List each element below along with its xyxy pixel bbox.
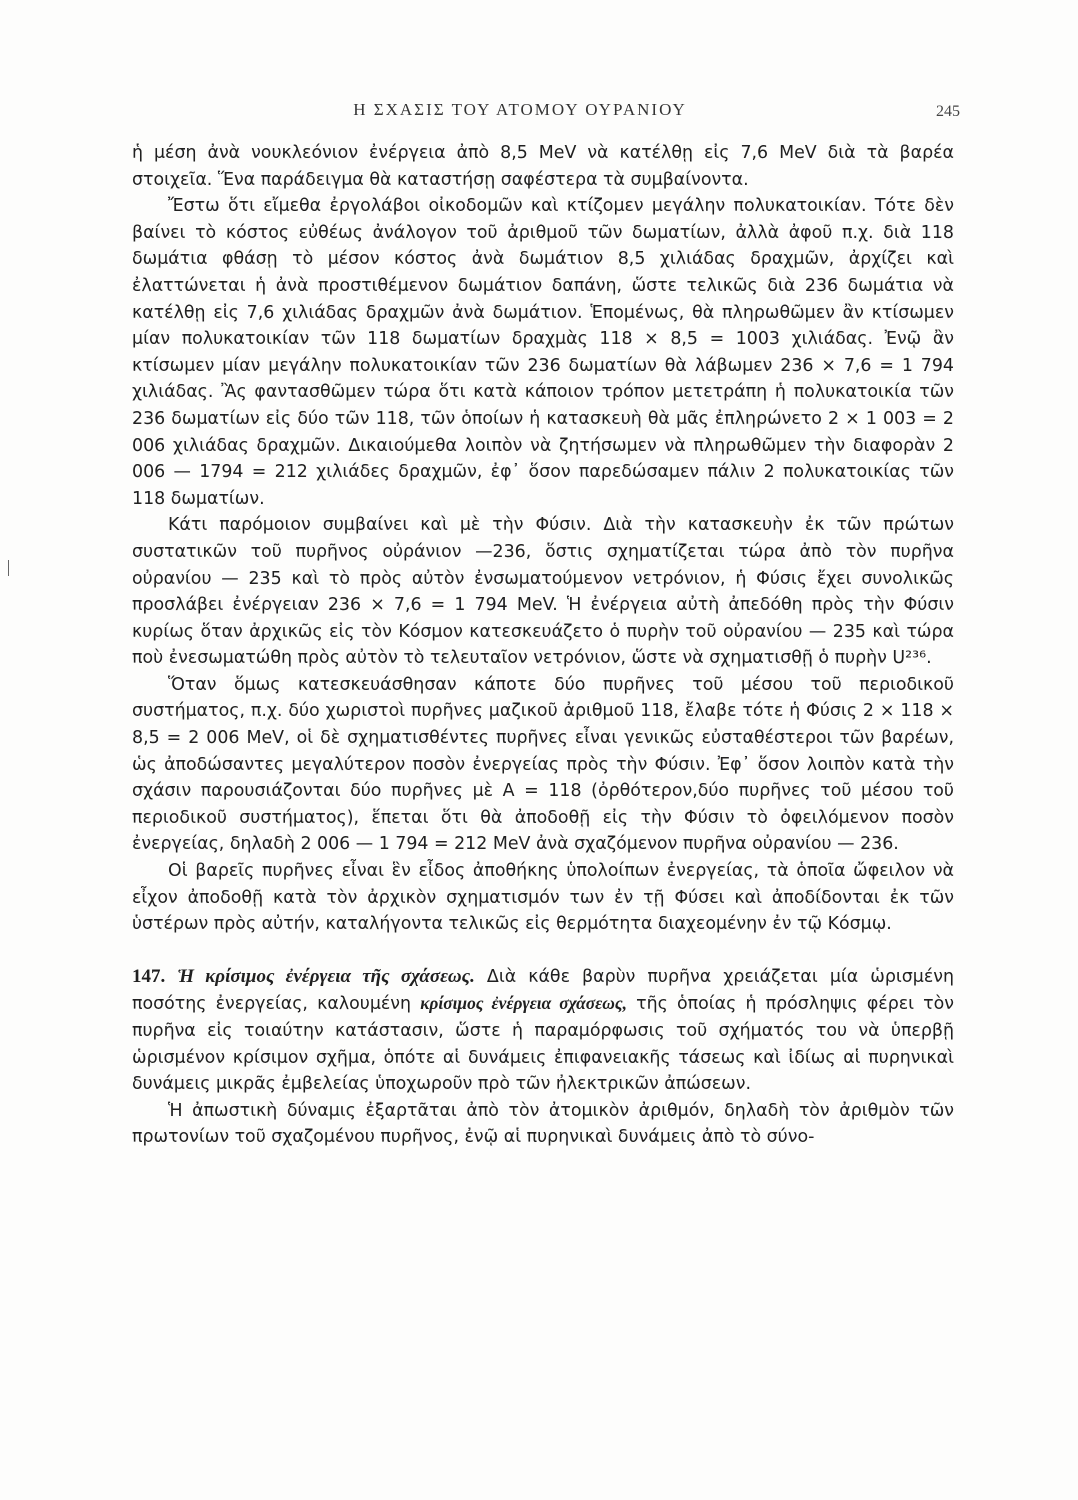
paragraph-5: Οἱ βαρεῖς πυρῆνες εἶναι ἓν εἶδος ἀποθήκης ὑπολοίπων ἐνεργείας, τὰ ὁποῖα ὤφειλον νὰ εἶχον ἀποδοθῇ κατὰ τὸν ἀρχικὸν σχηματισμόν των ἐν τῇ Φύσει καὶ ἀποδίδονται ἐκ τῶν ὑστέρων πρὸς αὐτήν, καταλήγοντα τελικῶς εἰς θερμότητα διαχεομένην ἐν τῷ Κόσμῳ. [132, 861, 954, 935]
margin-mark [8, 560, 9, 576]
section-next-paragraph: Ἡ ἀπωστικὴ δύναμις ἐξαρτᾶται ἀπὸ τὸν ἀτομικὸν ἀριθμόν, δηλαδὴ τὸν ἀριθμὸν τῶν πρωτονίων τοῦ σχαζομένου πυρῆνος, ἐνῷ αἱ πυρηνικαὶ δυνάμεις ἀπὸ τὸ σύνο- [132, 1100, 954, 1148]
paragraph-1: ἡ μέση ἀνὰ νουκλεόνιον ἐνέργεια ἀπὸ 8,5 MeV νὰ κατέλθῃ εἰς 7,6 MeV διὰ τὰ βαρέα στοιχεῖα. Ἕνα παράδειγμα θὰ καταστήσῃ σαφέστερα τὰ συμβαίνοντα. [132, 143, 954, 190]
section-number: 147. [132, 965, 166, 987]
critical-energy-term: κρίσιμος ἐνέργεια σχάσεως, [420, 993, 627, 1014]
page-number: 245 [936, 103, 960, 120]
running-title: Η ΣΧΑΣΙΣ ΤΟΥ ΑΤΟΜΟΥ ΟΥΡΑΝΙΟΥ [353, 100, 687, 119]
section-147-paragraph [132, 964, 954, 1098]
section-gap [132, 938, 954, 964]
running-head [0, 100, 1078, 130]
paragraph-3: Κάτι παρόμοιον συμβαίνει καὶ μὲ τὴν Φύσιν. Διὰ τὴν κατασκευὴν ἐκ τῶν πρώτων συστατικῶν τοῦ πυρῆνος οὐράνιον —236, ὅστις σχηματίζεται τώρα ἀπὸ τὸν πυρῆνα οὐρανίου — 235 καὶ τὸ πρὸς αὐτὸν ἐνσωματούμενον νετρόνιον, ἡ Φύσις ἔχει συνολικῶς προσλάβει ἐνέργειαν 236 × 7,6 = 1 794 MeV. Ἡ ἐνέργεια αὐτὴ ἀπεδόθη πρὸς τὴν Φύσιν κυρίως ὅταν ἀρχικῶς εἰς τὸν Κόσμον κατεσκευάζετο ὁ πυρὴν τοῦ οὐρανίου — 235 καὶ τώρα ποὺ ἐνεσωματώθη πρὸς αὐτὸν τὸ τελευταῖον νετρόνιον, ὥστε νὰ σχηματισθῇ ὁ πυρὴν U²³⁶. [132, 515, 954, 669]
body-text [132, 140, 954, 1151]
paragraph-4: Ὅταν ὅμως κατεσκευάσθησαν κάποτε δύο πυρῆνες τοῦ μέσου τοῦ περιοδικοῦ συστήματος, π.χ. δύο χωριστοὶ πυρῆνες μαζικοῦ ἀριθμοῦ 118, ἔλαβε τότε ἡ Φύσις 2 × 118 × 8,5 = 2 006 MeV, οἱ δὲ σχηματισθέντες πυρῆνες εἶναι γενικῶς εὐσταθέστεροι τῶν βαρέων, ὡς ἀποδώσαντες μεγαλύτερον ποσὸν ἐνεργείας πρὸς τὴν Φύσιν. Ἐφ᾽ ὅσον λοιπὸν κατὰ τὴν σχάσιν παρουσιάζονται δύο πυρῆνες μὲ A = 118 (ὀρθότερον,δύο πυρῆνες τοῦ μέσου τοῦ περιοδικοῦ συστήματος), ἕπεται ὅτι θὰ ἀποδοθῇ εἰς τὴν Φύσιν τὸ ὀφειλόμενον ποσὸν ἐνεργείας, δηλαδὴ 2 006 — 1 794 = 212 MeV ἀνὰ σχαζόμενον πυρῆνα οὐρανίου — 236. [132, 674, 954, 855]
paragraph-2: Ἔστω ὅτι εἴμεθα ἐργολάβοι οἰκοδομῶν καὶ κτίζομεν μεγάλην πολυκατοικίαν. Τότε δὲν βαίνει τὸ κόστος εὐθέως ἀνάλογον τοῦ ἀριθμοῦ τῶν δωματίων, ἀλλὰ ἀφοῦ π.χ. διὰ 118 δωμάτια φθάσῃ τὸ μέσον κόστος ἀνὰ δωμάτιον 8,5 χιλιάδας δραχμῶν, ἀρχίζει καὶ ἐλαττώνεται ἡ ἀνὰ προστιθέμενον δωμάτιον δαπάνη, ὥστε τελικῶς διὰ 236 δωμάτια νὰ κατέλθῃ εἰς 7,6 χιλιάδας δραχμῶν ἀνὰ δωμάτιον. Ἑπομένως, θὰ πληρωθῶμεν ἂν κτίσωμεν μίαν πολυκατοικίαν τῶν 118 δωματίων δραχμὰς 118 × 8,5 = 1003 χιλιάδας. Ἐνῷ ἂν κτίσωμεν μίαν μεγάλην πολυκατοικίαν τῶν 236 δωματίων θὰ λάβωμεν 236 × 7,6 = 1 794 χιλιάδας. Ἂς φαντασθῶμεν τώρα ὅτι κατὰ κάποιον τρόπον μετετράπη ἡ πολυκατοικία τῶν 236 δωματίων εἰς δύο τῶν 118, τῶν ὁποίων ἡ κατασκευὴ θὰ μᾶς ἐπληρώνετο 2 × 1 003 = 2 006 χιλιάδας δραχμῶν. Δικαιούμεθα λοιπὸν νὰ ζητήσωμεν νὰ πληρωθῶμεν τὴν διαφορὰν 2 006 — 1794 = 212 χιλιάδες δραχμῶν, ἐφ᾽ ὅσον παρεδώσαμεν πάλιν 2 πολυκατοικίας τῶν 118 δωματίων. [132, 196, 954, 509]
section-text-before-term: Διὰ κάθε βαρὺν πυρῆνα χρειάζεται μία ὡρισμένη ποσότης ἐνεργείας, καλουμένη [132, 966, 955, 1015]
section-title: Ἡ κρίσιμος ἐνέργεια τῆς σχάσεως. [177, 965, 475, 987]
section-text-after-term: τῆς ὁποίας ἡ πρόσληψις φέρει τὸν πυρῆνα εἰς τοιαύτην κατάστασιν, ὥστε ἡ παραμόρφωσις τοῦ σχήματός του νὰ ὑπερβῇ ὡρισμένον κρίσιμον σχῆμα, ὁπότε αἱ δυνάμεις ἐπιφανειακῆς τάσεως καὶ ἰδίως αἱ πυρηνικαὶ δυνάμεις μικρᾶς ἐμβελείας ὑποχωροῦν πρὸ τῶν ἠλεκτρικῶν ἀπώσεων. [132, 994, 954, 1095]
